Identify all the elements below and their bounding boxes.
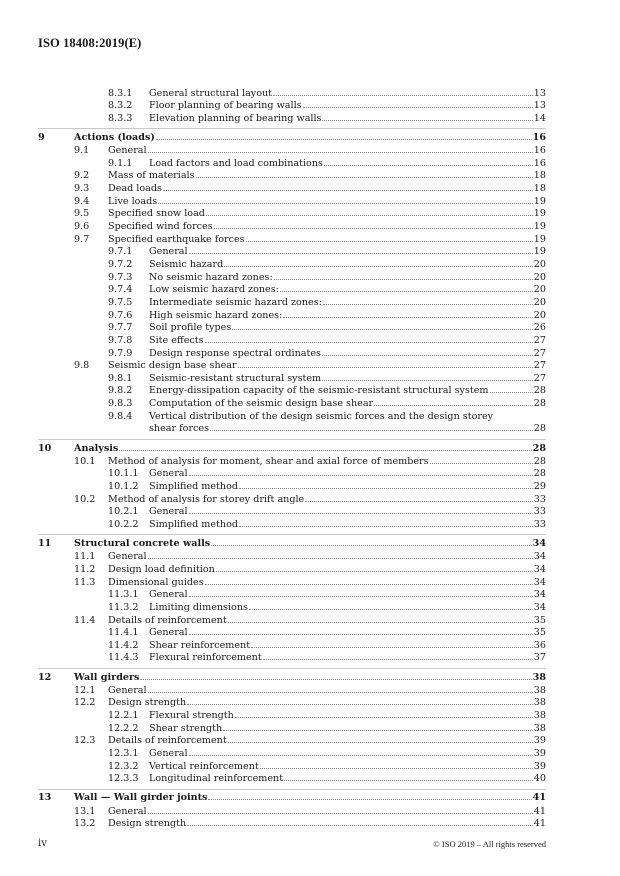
toc-entry-number: 13	[38, 792, 52, 804]
toc-entry[interactable]	[0, 322, 620, 335]
dot-leader	[189, 748, 533, 756]
toc-entry-page: 36	[533, 639, 546, 651]
dot-leader	[148, 806, 533, 814]
toc-entry-page: 16	[532, 131, 546, 143]
toc-entry-title: Mass of materials	[108, 170, 195, 182]
toc-entry-number: 12.2	[74, 697, 96, 709]
toc-entry-number: 12.2.1	[108, 710, 139, 722]
toc-entry-title: Floor planning of bearing walls	[149, 100, 302, 112]
toc-entry-title: Flexural reinforcement	[149, 652, 262, 664]
toc-entry[interactable]	[0, 481, 620, 494]
toc-entry-title: Method of analysis for storey drift angle	[108, 493, 305, 505]
dot-leader	[246, 234, 533, 242]
dot-leader	[228, 615, 533, 623]
toc-entry-number: 11.3.2	[108, 601, 139, 613]
toc-entry-page: 28	[533, 468, 546, 480]
toc-entry-number: 9.4	[74, 195, 90, 207]
toc-entry-title: General structural layout	[149, 87, 273, 99]
toc-entry-number: 9.6	[74, 221, 90, 232]
toc-entry-number: 10	[38, 442, 52, 454]
toc-entry[interactable]	[0, 494, 620, 507]
toc-entry-page: 38	[532, 671, 546, 683]
toc-entry-title: Specified wind forces	[108, 221, 213, 232]
toc-entry-number: 9.8.3	[108, 398, 133, 410]
dot-leader	[196, 170, 533, 178]
toc-entry-page: 26	[533, 322, 546, 334]
toc-entry-title: Simplified method	[149, 481, 239, 492]
toc-entry-title: General	[149, 627, 188, 639]
dot-leader	[490, 385, 533, 393]
toc-entry-number: 11.2	[74, 563, 96, 575]
toc-entry[interactable]	[0, 652, 620, 665]
dot-leader	[148, 551, 533, 559]
toc-entry-page: 18	[533, 170, 546, 182]
toc-entry-title: Details of reinforcement	[108, 614, 227, 626]
toc-entry-title: Energy-dissipation capacity of the seismic-resistant structural system	[149, 385, 489, 397]
toc-entry[interactable]	[0, 589, 620, 602]
toc-entry-page: 38	[533, 722, 546, 734]
toc-entry-number: 9.1.1	[108, 157, 133, 169]
toc-entry-page: 41	[533, 818, 546, 830]
toc-entry-page: 20	[533, 284, 546, 296]
dot-leader	[208, 792, 531, 800]
toc-entry-page: 41	[533, 805, 546, 817]
chapter-divider	[38, 668, 546, 669]
toc-entry-page: 27	[533, 347, 546, 359]
toc-entry-number: 12.3.2	[108, 760, 139, 772]
toc-entry-page: 19	[533, 233, 546, 245]
toc-entry[interactable]	[0, 423, 620, 436]
toc-entry-page: 18	[533, 183, 546, 195]
toc-entry-title: Flexural strength	[149, 710, 234, 722]
toc-entry-number: 12	[38, 671, 52, 683]
toc-entry-page: 38	[533, 697, 546, 709]
toc-entry-page: 19	[533, 195, 546, 207]
toc-entry-number: 12.3.3	[108, 773, 139, 785]
dot-leader	[232, 322, 533, 330]
dot-leader	[189, 506, 533, 514]
toc-entry-title: Seismic-resistant structural system	[149, 372, 322, 384]
toc-entry-title: General	[149, 589, 188, 601]
toc-entry-page: 27	[533, 360, 546, 372]
toc-entry-page: 28	[533, 385, 546, 397]
toc-chapter-entry[interactable]	[0, 132, 620, 145]
toc-entry-number: 9.7.1	[108, 246, 133, 258]
toc-entry[interactable]	[0, 88, 620, 101]
toc-entry-page: 34	[533, 551, 546, 563]
toc-entry-title: General	[108, 551, 147, 563]
toc-entry[interactable]	[0, 577, 620, 590]
toc-entry[interactable]	[0, 158, 620, 171]
dot-leader	[223, 723, 533, 731]
toc-entry-page: 34	[532, 538, 546, 550]
toc-entry[interactable]	[0, 145, 620, 158]
dot-leader	[273, 88, 533, 96]
dot-leader	[430, 456, 533, 464]
toc-entry-title: Analysis	[74, 442, 119, 454]
toc-entry-page: 20	[533, 258, 546, 270]
toc-entry[interactable]	[0, 310, 620, 323]
toc-entry-number: 9.7.8	[108, 334, 133, 346]
dot-leader	[189, 589, 533, 597]
toc-entry[interactable]	[0, 348, 620, 361]
toc-entry-number: 10.2.2	[108, 518, 139, 530]
dot-leader	[140, 672, 531, 680]
toc-entry-number: 9.2	[74, 170, 90, 182]
toc-entry-page: 29	[533, 481, 546, 492]
toc-entry[interactable]	[0, 551, 620, 564]
toc-entry[interactable]	[0, 259, 620, 272]
toc-entry-page: 27	[533, 334, 546, 346]
toc-entry-page: 28	[533, 455, 546, 467]
toc-entry-title: Simplified method	[149, 518, 239, 530]
toc-entry-number: 9	[38, 131, 45, 143]
toc-entry-title: Computation of the seismic design base shear	[149, 398, 374, 410]
copyright-notice: © ISO 2019 – All rights reserved	[433, 839, 546, 849]
toc-entry-number: 13.1	[74, 805, 96, 817]
toc-entry[interactable]	[0, 113, 620, 126]
toc-entry-number: 9.7.2	[108, 258, 133, 270]
toc-entry[interactable]	[0, 373, 620, 386]
dot-leader	[274, 272, 533, 280]
toc-entry[interactable]	[0, 818, 620, 831]
toc-entry-page: 27	[533, 372, 546, 384]
dot-leader	[216, 564, 533, 572]
toc-entry[interactable]	[0, 627, 620, 640]
toc-entry-number: 8.3.3	[108, 112, 133, 124]
toc-entry-number: 10.1.2	[108, 481, 139, 492]
dot-leader	[239, 519, 533, 527]
toc-entry-number: 11.4.3	[108, 652, 139, 664]
toc-entry[interactable]	[0, 272, 620, 285]
toc-entry-title: Wall — Wall girder joints	[74, 792, 208, 804]
toc-entry-title: General	[149, 468, 188, 480]
toc-entry-page: 33	[533, 493, 546, 505]
toc-entry-page: 20	[533, 296, 546, 308]
chapter-divider	[38, 128, 546, 129]
toc-entry-number: 11.3	[74, 576, 96, 588]
toc-entry[interactable]	[0, 602, 620, 615]
toc-entry-page: 28	[533, 423, 546, 435]
toc-entry[interactable]	[0, 221, 620, 234]
dot-leader	[284, 773, 533, 781]
dot-leader	[119, 443, 531, 451]
toc-entry-title: Limiting dimensions	[149, 601, 248, 613]
toc-entry-title: Low seismic hazard zones:	[149, 284, 279, 296]
toc-entry-title: Design strength	[108, 818, 187, 830]
dot-leader	[303, 100, 533, 108]
toc-entry[interactable]	[0, 773, 620, 786]
toc-entry-number: 9.5	[74, 208, 90, 220]
toc-entry[interactable]	[0, 385, 620, 398]
toc-entry-title: General	[108, 805, 147, 817]
toc-entry-title: Live loads	[108, 195, 158, 207]
toc-entry[interactable]	[0, 234, 620, 247]
dot-leader	[210, 423, 533, 431]
toc-entry[interactable]	[0, 506, 620, 519]
toc-entry-number: 9.7.6	[108, 309, 133, 321]
dot-leader	[249, 602, 533, 610]
toc-chapter-entry[interactable]	[0, 672, 620, 685]
toc-entry-page: 28	[533, 398, 546, 410]
dot-leader	[211, 538, 531, 546]
toc-entry-title: General	[108, 684, 147, 696]
dot-leader	[205, 335, 533, 343]
toc-entry-title: High seismic hazard zones:	[149, 309, 283, 321]
toc-entry[interactable]	[0, 735, 620, 748]
toc-entry-title: Vertical distribution of the design seismic forces and the design storey	[149, 410, 494, 422]
chapter-divider	[38, 789, 546, 790]
toc-entry[interactable]	[0, 100, 620, 113]
dot-leader	[228, 735, 533, 743]
dot-leader	[187, 697, 533, 705]
dot-leader	[156, 132, 532, 140]
dot-leader	[148, 685, 533, 693]
toc-entry[interactable]	[0, 710, 620, 723]
toc-entry[interactable]	[0, 697, 620, 710]
toc-entry[interactable]	[0, 297, 620, 310]
toc-entry-page: 19	[533, 246, 546, 258]
dot-leader	[189, 627, 533, 635]
toc-entry-number: 11.1	[74, 551, 96, 563]
toc-entry-title: Shear strength	[149, 722, 223, 734]
toc-entry-title: General	[149, 506, 188, 518]
dot-leader	[322, 348, 533, 356]
toc-chapter-entry[interactable]	[0, 792, 620, 805]
toc-entry[interactable]	[0, 183, 620, 196]
toc-entry-title: Vertical reinforcement	[149, 760, 259, 772]
dot-leader	[148, 145, 533, 153]
toc-entry[interactable]	[0, 411, 620, 424]
toc-entry-number: 8.3.2	[108, 100, 133, 112]
dot-leader	[187, 818, 533, 826]
toc-entry-number: 9.8.1	[108, 372, 133, 384]
toc-entry-title: Elevation planning of bearing walls	[149, 112, 322, 124]
toc-entry-number: 9.8	[74, 360, 90, 372]
toc-entry-page: 34	[533, 601, 546, 613]
dot-leader	[205, 577, 533, 585]
toc-entry-page: 34	[533, 576, 546, 588]
toc-entry[interactable]	[0, 170, 620, 183]
toc-entry-title: Load factors and load combinations	[149, 157, 323, 169]
toc-entry[interactable]	[0, 748, 620, 761]
dot-leader	[324, 158, 533, 166]
dot-leader	[214, 221, 533, 229]
toc-entry-page: 20	[533, 309, 546, 321]
toc-entry[interactable]	[0, 360, 620, 373]
toc-entry-title: Dimensional guides	[108, 576, 204, 588]
dot-leader	[238, 360, 533, 368]
toc-entry[interactable]	[0, 685, 620, 698]
toc-chapter-entry[interactable]	[0, 443, 620, 456]
toc-entry[interactable]	[0, 208, 620, 221]
toc-entry-page: 37	[533, 652, 546, 664]
toc-entry-number: 9.8.2	[108, 385, 133, 397]
toc-entry-number: 10.1	[74, 455, 96, 467]
dot-leader	[239, 481, 533, 489]
toc-entry-number: 10.2	[74, 493, 96, 505]
toc-entry-page: 16	[533, 145, 546, 157]
toc-entry-number: 9.7.9	[108, 347, 133, 359]
toc-entry[interactable]	[0, 196, 620, 209]
toc-entry-page: 39	[533, 748, 546, 759]
toc-entry-title: General	[108, 145, 147, 157]
toc-entry-number: 11.3.1	[108, 589, 139, 601]
toc-entry-page: 13	[533, 100, 546, 112]
toc-entry-page: 40	[533, 773, 546, 785]
dot-leader	[163, 183, 533, 191]
dot-leader	[189, 246, 533, 254]
toc-entry[interactable]	[0, 398, 620, 411]
toc-entry-title: Structural concrete walls	[74, 538, 211, 550]
dot-leader	[224, 259, 533, 267]
toc-entry-page: 13	[533, 87, 546, 99]
toc-entry-page: 20	[533, 271, 546, 283]
toc-entry-title: Specified earthquake forces	[108, 233, 245, 245]
toc-entry-page: 19	[533, 208, 546, 220]
dot-leader	[323, 297, 533, 305]
toc-entry[interactable]	[0, 761, 620, 774]
toc-entry-number: 9.7.3	[108, 271, 133, 283]
toc-entry-page: 33	[533, 506, 546, 518]
dot-leader	[374, 398, 533, 406]
toc-entry-page: 39	[533, 735, 546, 747]
toc-entry-number: 9.3	[74, 183, 90, 195]
toc-entry-number: 9.7.4	[108, 284, 133, 296]
toc-entry-page: 38	[533, 710, 546, 722]
toc-entry-title: Shear reinforcement	[149, 639, 251, 651]
toc-entry-title: Dead loads	[108, 183, 162, 195]
toc-entry-title: Soil profile types	[149, 322, 232, 334]
toc-entry-page: 34	[533, 589, 546, 601]
toc-entry-number: 11.4.1	[108, 627, 139, 639]
toc-entry-number: 12.3.1	[108, 748, 139, 759]
chapter-divider	[38, 534, 546, 535]
toc-entry[interactable]	[0, 468, 620, 481]
toc-entry-page: 39	[533, 760, 546, 772]
toc-entry-title: Actions (loads)	[74, 131, 155, 143]
toc-entry[interactable]	[0, 456, 620, 469]
toc-entry-number: 9.1	[74, 145, 90, 157]
toc-entry-number: 9.8.4	[108, 410, 133, 422]
dot-leader	[322, 373, 533, 381]
toc-entry-title: Design response spectral ordinates	[149, 347, 321, 359]
dot-leader	[305, 494, 533, 502]
toc-entry[interactable]	[0, 723, 620, 736]
toc-entry-number: 12.3	[74, 735, 96, 747]
toc-entry-number: 11	[38, 538, 52, 550]
toc-entry-number: 11.4	[74, 614, 96, 626]
toc-entry-page: 19	[533, 221, 546, 232]
toc-entry-title: Site effects	[149, 334, 204, 346]
toc-entry-title: Design load definition	[108, 563, 215, 575]
toc-entry-title: Design strength	[108, 697, 187, 709]
toc-entry[interactable]	[0, 806, 620, 819]
dot-leader	[251, 640, 533, 648]
dot-leader	[280, 284, 533, 292]
toc-entry-title: Seismic hazard	[149, 258, 224, 270]
toc-entry-page: 41	[532, 792, 546, 804]
toc-entry-title: Specified snow load	[108, 208, 205, 220]
toc-entry-title: Longitudinal reinforcement	[149, 773, 284, 785]
toc-entry[interactable]	[0, 335, 620, 348]
toc-entry[interactable]	[0, 564, 620, 577]
toc-entry-page: 35	[533, 627, 546, 639]
toc-entry-page: 16	[533, 157, 546, 169]
toc-entry-title: Method of analysis for moment, shear and axial force of members	[108, 455, 429, 467]
toc-entry[interactable]	[0, 284, 620, 297]
document-header: ISO 18408:2019(E)	[38, 36, 142, 50]
toc-entry-number: 11.4.2	[108, 639, 139, 651]
chapter-divider	[38, 439, 546, 440]
toc-entry-number: 12.2.2	[108, 722, 139, 734]
toc-entry[interactable]	[0, 640, 620, 653]
toc-entry-page: 33	[533, 518, 546, 530]
toc-entry-number: 9.7.5	[108, 296, 133, 308]
toc-entry-title: Intermediate seismic hazard zones:	[149, 296, 322, 308]
toc-entry-number: 9.7	[74, 233, 90, 245]
dot-leader	[158, 196, 533, 204]
toc-entry-page: 28	[532, 442, 546, 454]
toc-entry-page: 34	[533, 563, 546, 575]
toc-chapter-entry[interactable]	[0, 538, 620, 551]
toc-entry-number: 9.7.7	[108, 322, 133, 334]
toc-entry-page: 35	[533, 614, 546, 626]
dot-leader	[235, 710, 533, 718]
dot-leader	[322, 113, 532, 121]
page-number: iv	[38, 838, 47, 849]
toc-entry-title: No seismic hazard zones:	[149, 271, 273, 283]
dot-leader	[189, 468, 533, 476]
toc-entry-page: 14	[533, 112, 546, 124]
dot-leader	[206, 208, 533, 216]
toc-entry-number: 12.1	[74, 684, 96, 696]
toc-entry-number: 10.1.1	[108, 468, 139, 480]
toc-entry[interactable]	[0, 615, 620, 628]
toc-entry-title: Seismic design base shear	[108, 360, 237, 372]
toc-entry-title: Wall girders	[74, 671, 140, 683]
toc-entry-number: 8.3.1	[108, 87, 133, 99]
toc-entry-number: 10.2.1	[108, 506, 139, 518]
toc-entry-number: 13.2	[74, 818, 96, 830]
toc-entry-title: General	[149, 748, 188, 759]
toc-entry-title: Details of reinforcement	[108, 735, 227, 747]
toc-entry[interactable]	[0, 519, 620, 532]
dot-leader	[260, 761, 533, 769]
toc-entry[interactable]	[0, 246, 620, 259]
toc-entry-title: shear forces	[149, 423, 210, 435]
dot-leader	[283, 310, 533, 318]
toc-entry-page: 38	[533, 684, 546, 696]
dot-leader	[263, 652, 533, 660]
toc-entry-title: General	[149, 246, 188, 258]
